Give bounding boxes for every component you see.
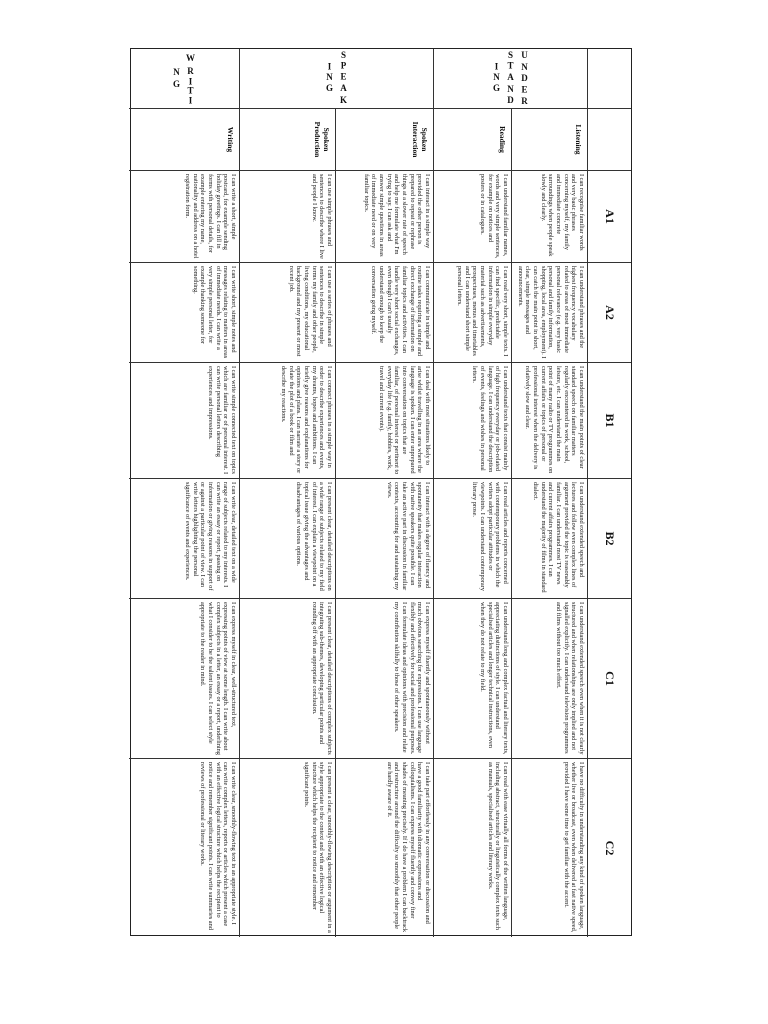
spoken-interaction-a2: I can communicate in simple and routine tasks requiring a simple and direct exchange of information on familiar topics and activities. I can handle very short social exchanges, even though I can't usually understand enough to keep the conversation going myself. <box>335 263 433 363</box>
letter: T <box>507 60 514 71</box>
letter: S <box>507 50 514 61</box>
spoken-interaction-c1: I can express myself fluently and spontaneously without much obvious searching for expressions. I can use language flexibly and effectively for social and professional purposes. I can formulate ideas and opinions with precision and relate my contribution skilfully to those of other speakers. <box>335 599 433 759</box>
spoken-production-b1: I can connect phrases in a simple way in order to describe experiences and events, my dreams, hopes and ambitions. I can briefly give reasons and explanations for opinions and plans. I can narrate a story or relate the plot of a book or film and describe my reactions. <box>239 363 335 479</box>
spoken-production-c1: I can present clear, detailed descriptions of complex subjects integrating sub-themes, developing particular points and rounding off with an appropriate conclusion. <box>239 599 335 759</box>
header-corner-group <box>587 49 631 109</box>
spoken-production-b2: I can present clear, detailed descriptions on a wide range of subjects related to my field of interest. I can explain a viewpoint on a topical issue giving the advantages and disadvantages of various options. <box>239 479 335 599</box>
group-understanding <box>433 49 587 109</box>
level-header-c2: C2 <box>587 759 631 937</box>
letter: E <box>521 84 528 95</box>
skill-spoken-interaction: Spoken Interaction <box>335 109 433 171</box>
letter: N <box>521 61 528 72</box>
group-understanding-letters <box>491 51 530 106</box>
header-corner-skill <box>587 109 631 171</box>
letter: I <box>189 95 193 106</box>
letter: U <box>521 50 528 61</box>
letter: I <box>189 75 193 86</box>
skill-listening: Listening <box>511 109 587 171</box>
reading-c1: I can understand long and complex factual and literary texts, appreciating distinctions of style. I can understand specialised articles and longer technical instructions, even when they do not relate to my field. <box>433 599 511 759</box>
skill-spoken-production: Spoken Production <box>239 109 335 171</box>
listening-a2: I can understand phrases and the highest frequency vocabulary related to areas of most immediate personal relevance (e.g. very basic personal and family information, shopping, local area, employment). I can catch the main point in short, clear, simple messages and announcements. <box>511 263 587 363</box>
letter: R <box>521 95 528 106</box>
letter: S <box>340 50 346 61</box>
letter: D <box>521 73 528 84</box>
letter: W <box>186 53 196 64</box>
spoken-production-a2: I can use a series of phrases and sentences to describe in simple terms my family and other people, living conditions, my educational background and my present or most recent job. <box>239 263 335 363</box>
letter: K <box>339 94 347 105</box>
writing-a2: I can write short, simple notes and messages relating to matters in areas of immediate needs. I can write a very simple personal letter, for example thanking someone for something. <box>129 263 239 363</box>
letter: T <box>187 85 194 96</box>
group-speaking <box>239 49 433 109</box>
writing-c2: I can write clear, smoothly-flowing text in an appropriate style. I can write complex letters, reports or articles which present a case with an effective logical structure which helps the recipient to notice and remember significant points. I can write summaries and reviews of professional or literary works. <box>199 762 237 930</box>
writing-c1: I can express myself in clear, well-structured text, expressing points of view at some length. I can write about complex subjects in a letter, an essay or a report, underlining what I consider to be the salient issues. I can select style appropriate to the reader in mind. <box>129 599 239 759</box>
spoken-interaction-c2: I can take part effortlessly in any conversation or discussion and have a good familiarity with idiomatic expressions and colloquialisms. I can express myself fluently and convey finer shades of meaning precisely. If I do have a problem I can backtrack and restructure around the difficulty so smoothly that other people are hardly aware of it. <box>335 759 433 937</box>
letter: N <box>326 71 333 82</box>
reading-a1: I can understand familiar names, words and very simple sentences, for example on notices and posters or in catalogues. <box>433 171 511 263</box>
letter: N <box>493 71 500 82</box>
writing-b1: I can write simple connected text on topics which are familiar or of personal interest. I can write personal letters describing experiences and impressions. <box>129 363 239 479</box>
level-header-c1: C1 <box>587 599 631 759</box>
letter: P <box>340 60 347 71</box>
spoken-interaction-a1: I can interact in a simple way provided the other person is prepared to repeat or rephrase things at a slower rate of speech and help me formulate what I'm trying to say. I can ask and answer simple questions in areas of immediate need or on very familiar topics. <box>335 171 433 263</box>
letter: N <box>173 67 181 77</box>
spoken-production-a1: I can use simple phrases and sentences to describe where I live and people I know. <box>239 171 335 263</box>
letter: G <box>326 83 334 94</box>
spoken-interaction-b2: I can interact with a degree of fluency and spontaneity that makes regular interaction with native speakers quite possible. I can take an active part in discussion in familiar contexts, accounting for and sustaining my views. <box>335 479 433 599</box>
listening-c1: I can understand extended speech even when it is not clearly structured and when relationships are only implied and not signalled explicitly. I can understand television programmes and films without too much effort. <box>511 599 587 759</box>
level-header-b2: B2 <box>587 479 631 599</box>
level-header-a2: A2 <box>587 263 631 363</box>
skill-writing: Writing <box>129 109 239 171</box>
writing-a1: I can write a short, simple postcard, for example sending holiday greetings. I can fill in forms with personal details, for example entering my name, nationality and address on a hotel registration form. <box>129 171 239 263</box>
writing-b2: I can write clear, detailed text on a wide range of subjects related to my interests. I can write an essay or report, passing on information or giving reasons in support of or against a particular point of view. I can write letters highlighting the personal significance of events and experiences. <box>129 479 239 599</box>
letter: E <box>340 71 347 82</box>
letter: G <box>493 83 501 94</box>
letter: G <box>173 78 181 89</box>
level-header-b1: B1 <box>587 363 631 479</box>
group-speaking-letters <box>324 51 349 106</box>
reading-b2: I can read articles and reports concerned with contemporary problems in which the writers adopt particular attitudes or viewpoints. I can understand contemporary literary prose. <box>433 479 511 599</box>
reading-b1: I can understand texts that consist mainly of high frequency everyday or job-related language. I can understand the description of events, feelings and wishes in personal letters. <box>433 363 511 479</box>
spoken-production-c2: I can present a clear, smoothly-flowing description or argument in a style appropriate to the context and with an effective logical structure which helps the recipient to notice and remember significant points. <box>239 759 335 937</box>
group-writing-letters <box>172 51 197 106</box>
letter: I <box>327 61 332 72</box>
listening-b2: I can understand extended speech and lectures and follow even complex lines of argument provided the topic is reasonably familiar. I can understand most TV news and current affairs programmes. I can understand the majority of films in standard dialect. <box>511 479 587 599</box>
listening-a1: I can recognise familiar words and very basic phrases concerning myself, my family and immediate concrete surroundings when people speak slowly and clearly. <box>511 171 587 263</box>
letter: D <box>507 95 514 106</box>
cefr-self-assessment-grid <box>130 48 632 936</box>
letter: A <box>507 72 514 83</box>
letter: A <box>340 82 347 93</box>
group-writing <box>129 49 239 109</box>
letter: I <box>494 61 499 72</box>
letter: R <box>187 65 195 76</box>
spoken-interaction-b1: I can deal with most situations likely to arise whilst travelling in an area where the language is spoken. I can enter unprepared into conversation on topics that are familiar, of personal interest or pertinent to everyday life (e.g. family, hobbies, work, travel and current events). <box>335 363 433 479</box>
reading-a2: I can read very short, simple texts. I can find specific, predictable information in simple everyday material such as advertisements, prospectuses, menus and timetables and I can understand short simple personal letters. <box>433 263 511 363</box>
reading-c2: I can read with ease virtually all forms of the written language, including abstract, structurally or linguistically complex texts such as manuals, specialised articles and literary works. <box>433 759 511 937</box>
listening-b1: I can understand the main points of clear standard speech on familiar matters regularly encountered in work, school, leisure, etc. I can understand the main point of many radio or TV programmes on current affairs or topics of personal or professional interest when the delivery is relatively slow and clear. <box>511 363 587 479</box>
listening-c2: I have no difficulty in understanding any kind of spoken language, whether live or broadcast, even when delivered at fast native speed, provided I have some time to get familiar with the accent. <box>511 759 587 937</box>
skill-reading: Reading <box>433 109 511 171</box>
level-header-a1: A1 <box>587 171 631 263</box>
letter: N <box>507 83 514 94</box>
